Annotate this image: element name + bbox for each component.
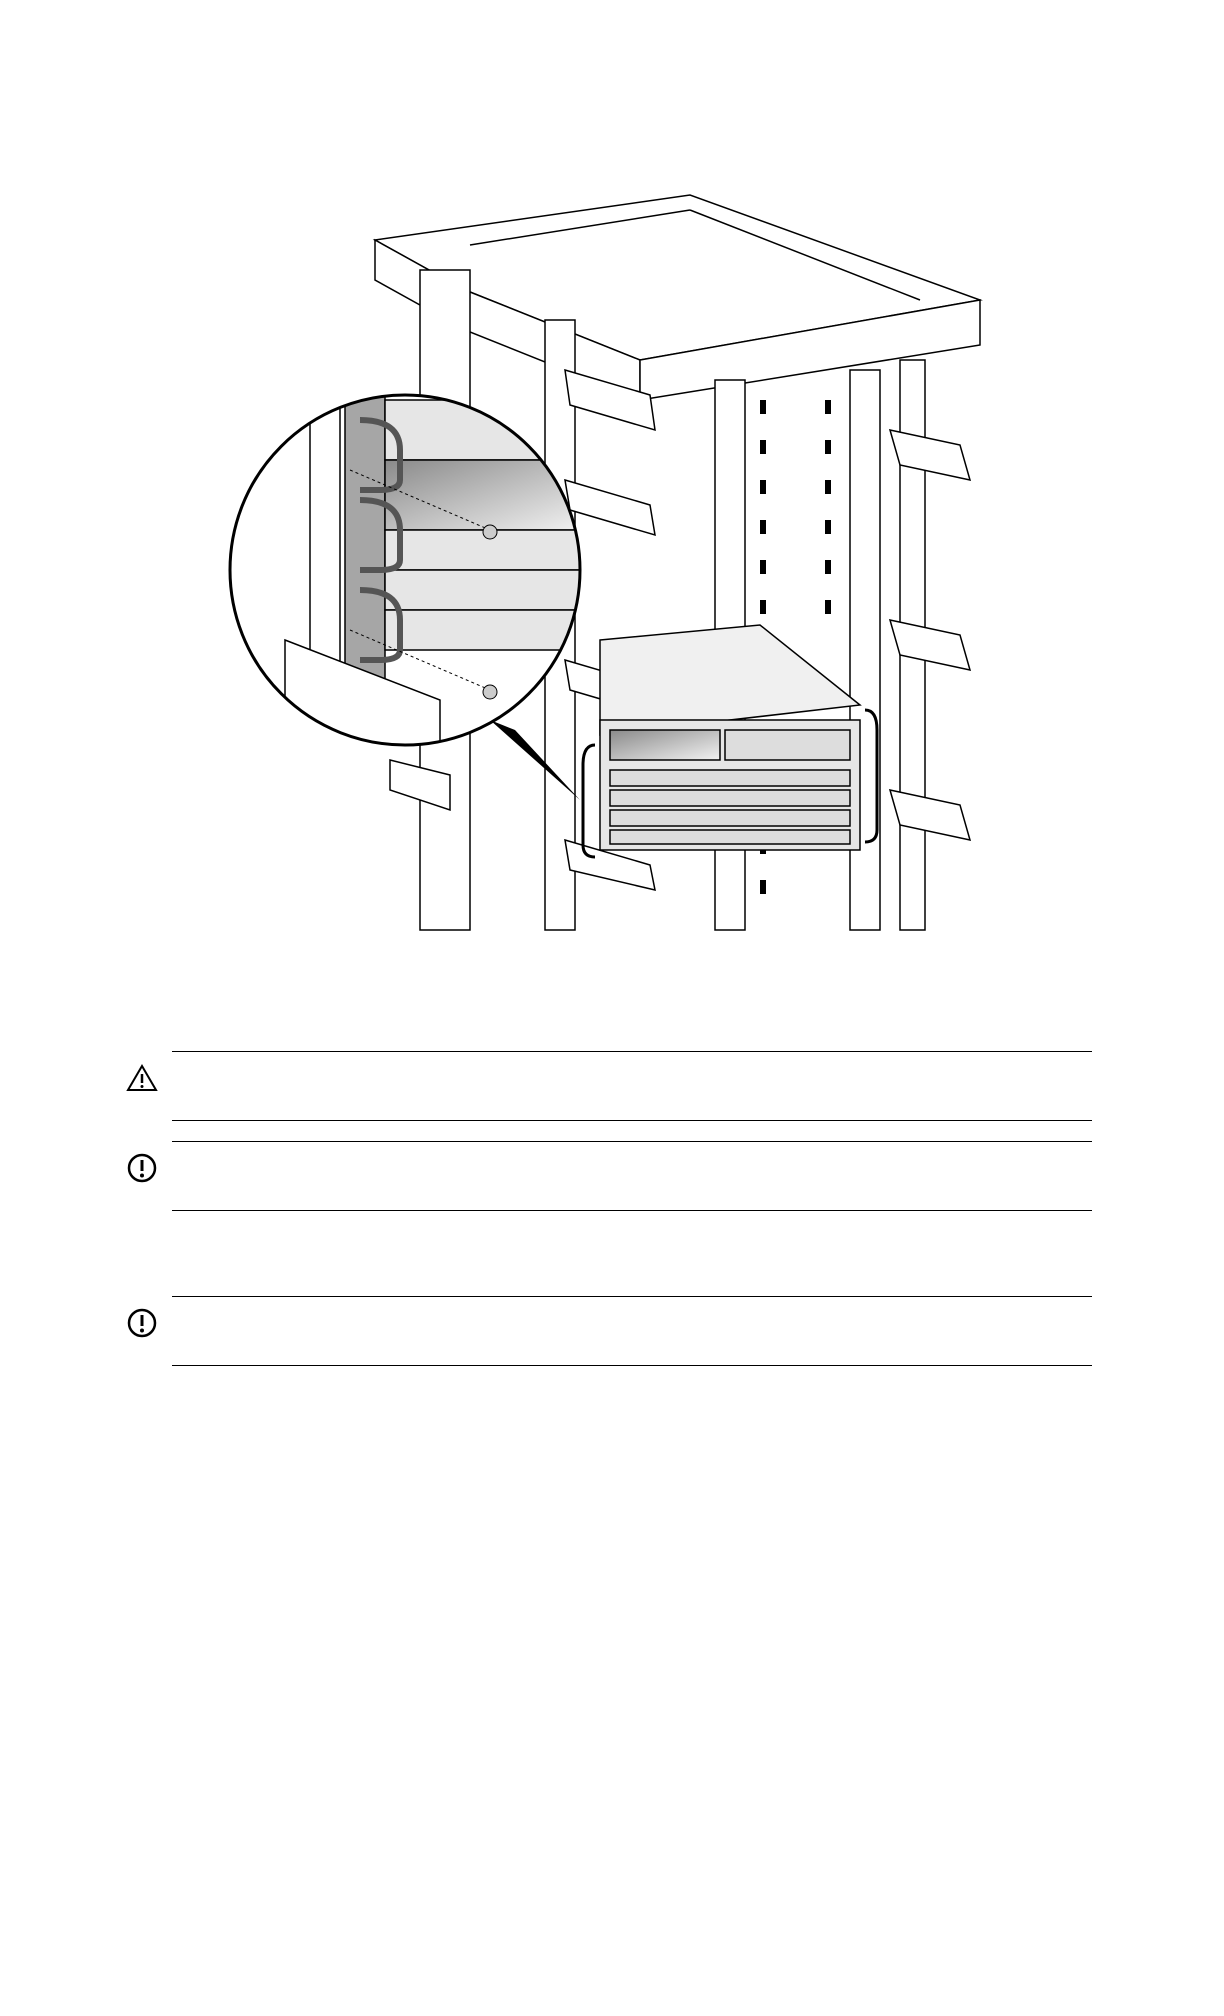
chassis xyxy=(583,625,877,857)
warning-notice xyxy=(172,1051,1092,1121)
important-notice-2 xyxy=(172,1296,1092,1366)
warning-triangle-icon xyxy=(126,1062,158,1094)
rack-installation-figure xyxy=(0,0,1224,940)
important-exclamation-icon xyxy=(126,1152,158,1184)
important-notice-1 xyxy=(172,1141,1092,1211)
important-exclamation-icon xyxy=(126,1307,158,1339)
